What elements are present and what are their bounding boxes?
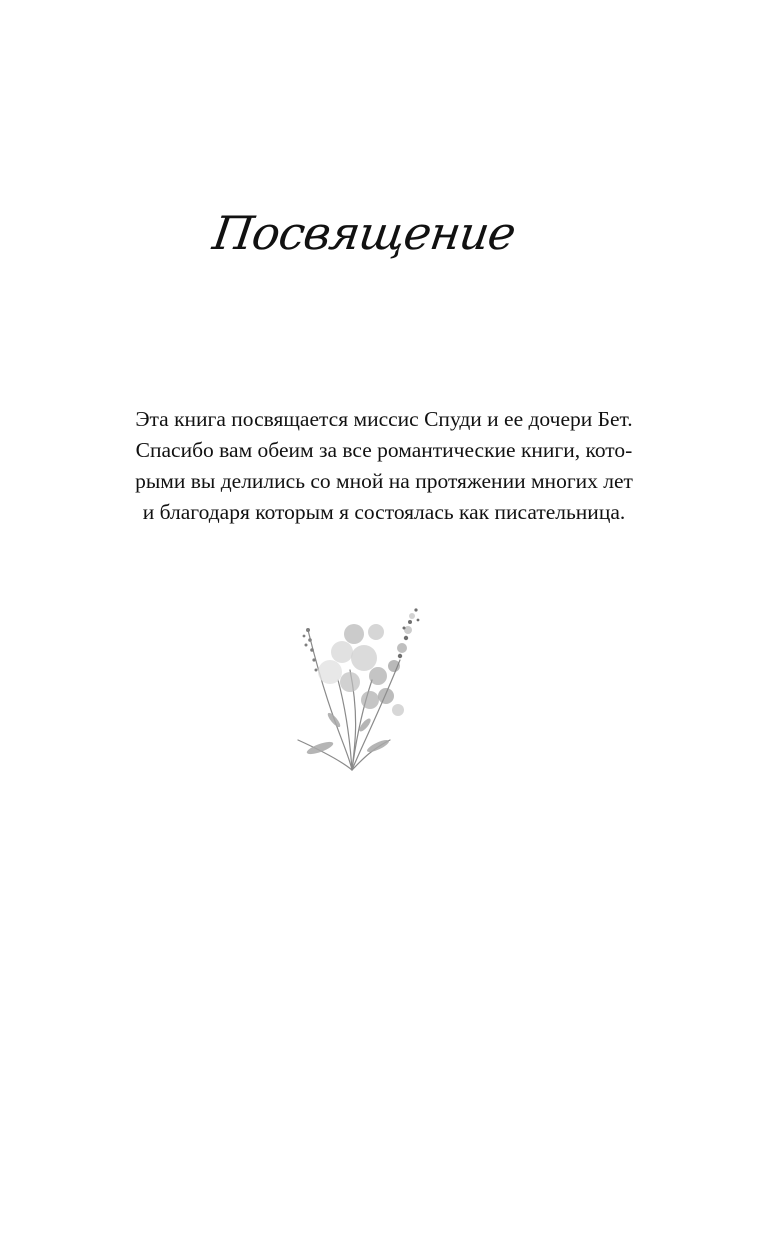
- flower-bouquet-icon: [290, 600, 440, 775]
- dedication-line: Эта книга посвящается миссис Спуди и ее дочери Бет.: [135, 407, 633, 431]
- dedication-line: и благодаря которым я состоялась как писательница.: [142, 500, 626, 524]
- dedication-text: [60, 404, 708, 528]
- dedication-line: Спасибо вам обеим за все романтические книги, кото-: [135, 438, 633, 462]
- page-title: Посвящение: [209, 206, 519, 260]
- dedication-line: рыми вы делились со мной на протяжении многих лет: [135, 469, 633, 493]
